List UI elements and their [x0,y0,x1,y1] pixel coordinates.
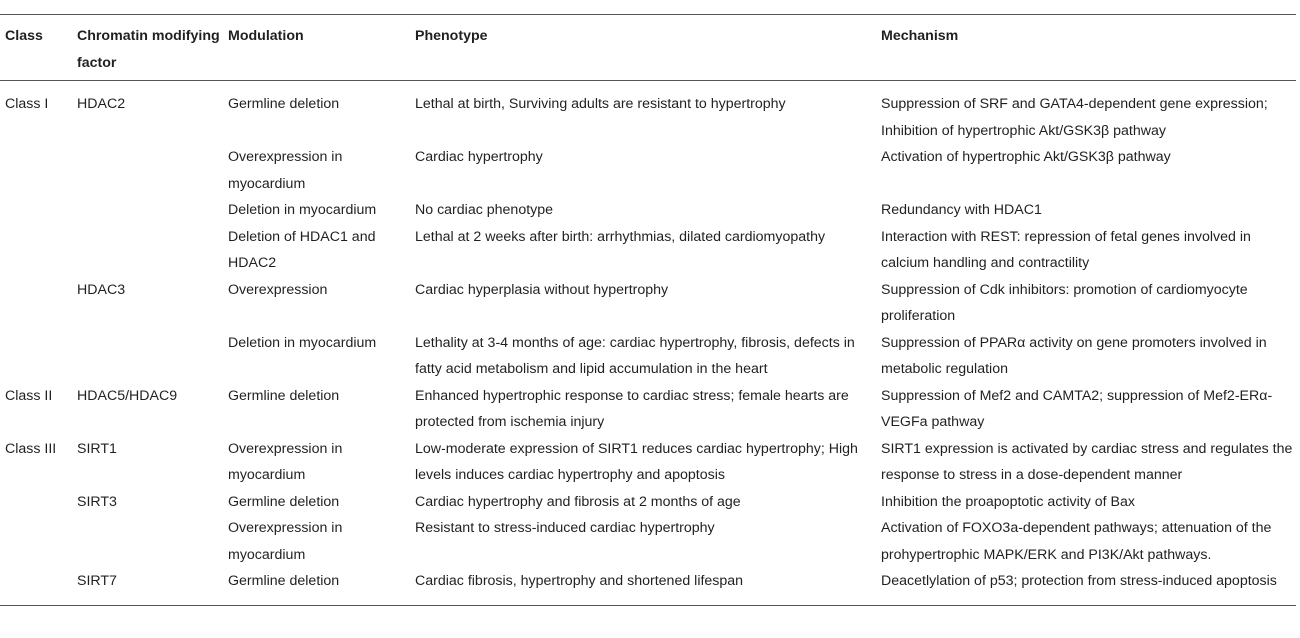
cell-class: Class I [5,96,49,112]
cell-factor: HDAC3 [77,281,126,298]
cell-mechanism: SIRT1 expression is activated by cardiac stress and regulates the response to stress in a dose-dependent manner [881,440,1293,483]
cell-class [0,224,72,277]
cell-mechanism: Redundancy with HDAC1 [881,202,1042,218]
cell-mechanism: Suppression of SRF and GATA4-dependent gene expression; Inhibition of hypertrophic Akt/GSK3β pathway [881,96,1268,139]
cell-factor [72,224,223,277]
cell-modulation: Deletion in myocardium [228,202,377,218]
cell-factor [72,515,223,568]
cell-mechanism: Activation of FOXO3a-dependent pathways; attenuation of the prohypertrophic MAPK/ERK and PI3K/Akt pathways. [881,520,1272,563]
table-row [0,383,1296,436]
cell-factor: SIRT7 [77,573,117,589]
cell-modulation: Germline deletion [228,573,340,589]
table-row [0,144,1296,197]
cell-mechanism: Interaction with REST: repression of fetal genes involved in calcium handling and contractility [881,228,1251,271]
cell-modulation: Germline deletion [228,387,340,404]
table-row [0,81,1296,145]
table-row [0,277,1296,330]
chromatin-factors-table [0,14,1296,606]
cell-phenotype: Cardiac hypertrophy and fibrosis at 2 months of age [415,493,741,510]
table-row [0,197,1296,224]
cell-phenotype: Enhanced hypertrophic response to cardiac stress; female hearts are protected from ischemia injury [415,387,849,430]
header-class: Class [5,28,43,44]
cell-modulation: Overexpression in myocardium [228,440,343,483]
cell-phenotype: Cardiac hyperplasia without hypertrophy [415,281,669,298]
table-row [0,224,1296,277]
header-mechanism: Mechanism [881,28,959,44]
cell-modulation: Deletion of HDAC1 and HDAC2 [228,228,376,271]
table-header [0,15,1296,81]
table-row [0,330,1296,383]
header-factor: Chromatin modifying factor [77,28,220,71]
cell-mechanism: Suppression of PPARα activity on gene promoters involved in metabolic regulation [881,334,1267,377]
table-body [0,81,1296,606]
cell-mechanism: Inhibition the proapoptotic activity of Bax [881,493,1135,510]
header-phenotype: Phenotype [415,28,488,44]
cell-class [0,489,72,516]
cell-class [0,144,72,197]
cell-factor [72,197,223,224]
cell-phenotype: Lethal at birth, Surviving adults are resistant to hypertrophy [415,96,786,112]
cell-modulation: Overexpression [228,281,328,298]
cell-mechanism: Deacetlylation of p53; protection from stress-induced apoptosis [881,573,1277,589]
cell-phenotype: Low-moderate expression of SIRT1 reduces cardiac hypertrophy; High levels induces cardiac hypertrophy and apoptosis [415,440,858,483]
table-row [0,489,1296,516]
cell-class [0,515,72,568]
cell-phenotype: Resistant to stress-induced cardiac hypertrophy [415,520,715,536]
cell-mechanism: Activation of hypertrophic Akt/GSK3β pathway [881,149,1171,165]
header-modulation: Modulation [228,28,304,44]
cell-factor: SIRT1 [77,440,117,457]
cell-class [0,330,72,383]
cell-class [0,568,72,605]
cell-modulation: Deletion in myocardium [228,334,377,351]
cell-mechanism: Suppression of Mef2 and CAMTA2; suppression of Mef2-ERα-VEGFa pathway [881,387,1273,430]
table-row [0,568,1296,605]
cell-modulation: Germline deletion [228,96,340,112]
cell-factor: HDAC2 [77,96,126,112]
cell-factor [72,330,223,383]
cell-class [0,277,72,330]
cell-factor: SIRT3 [77,493,117,510]
cell-class [0,197,72,224]
cell-phenotype: Cardiac hypertrophy [415,149,543,165]
cell-factor: HDAC5/HDAC9 [77,387,178,404]
cell-factor [72,144,223,197]
cell-modulation: Overexpression in myocardium [228,149,343,192]
cell-mechanism: Suppression of Cdk inhibitors: promotion of cardiomyocyte proliferation [881,281,1248,324]
cell-class: Class II [5,387,53,404]
cell-phenotype: Lethality at 3-4 months of age: cardiac hypertrophy, fibrosis, defects in fatty acid metabolism and lipid accumulation in the heart [415,334,855,377]
cell-phenotype: Lethal at 2 weeks after birth: arrhythmias, dilated cardiomyopathy [415,228,826,245]
header-row [0,15,1296,81]
cell-modulation: Germline deletion [228,493,340,510]
cell-modulation: Overexpression in myocardium [228,520,343,563]
data-table-container [0,14,1296,606]
cell-class: Class III [5,440,57,457]
table-row [0,436,1296,489]
cell-phenotype: No cardiac phenotype [415,202,554,218]
cell-phenotype: Cardiac fibrosis, hypertrophy and shortened lifespan [415,573,744,589]
table-row [0,515,1296,568]
